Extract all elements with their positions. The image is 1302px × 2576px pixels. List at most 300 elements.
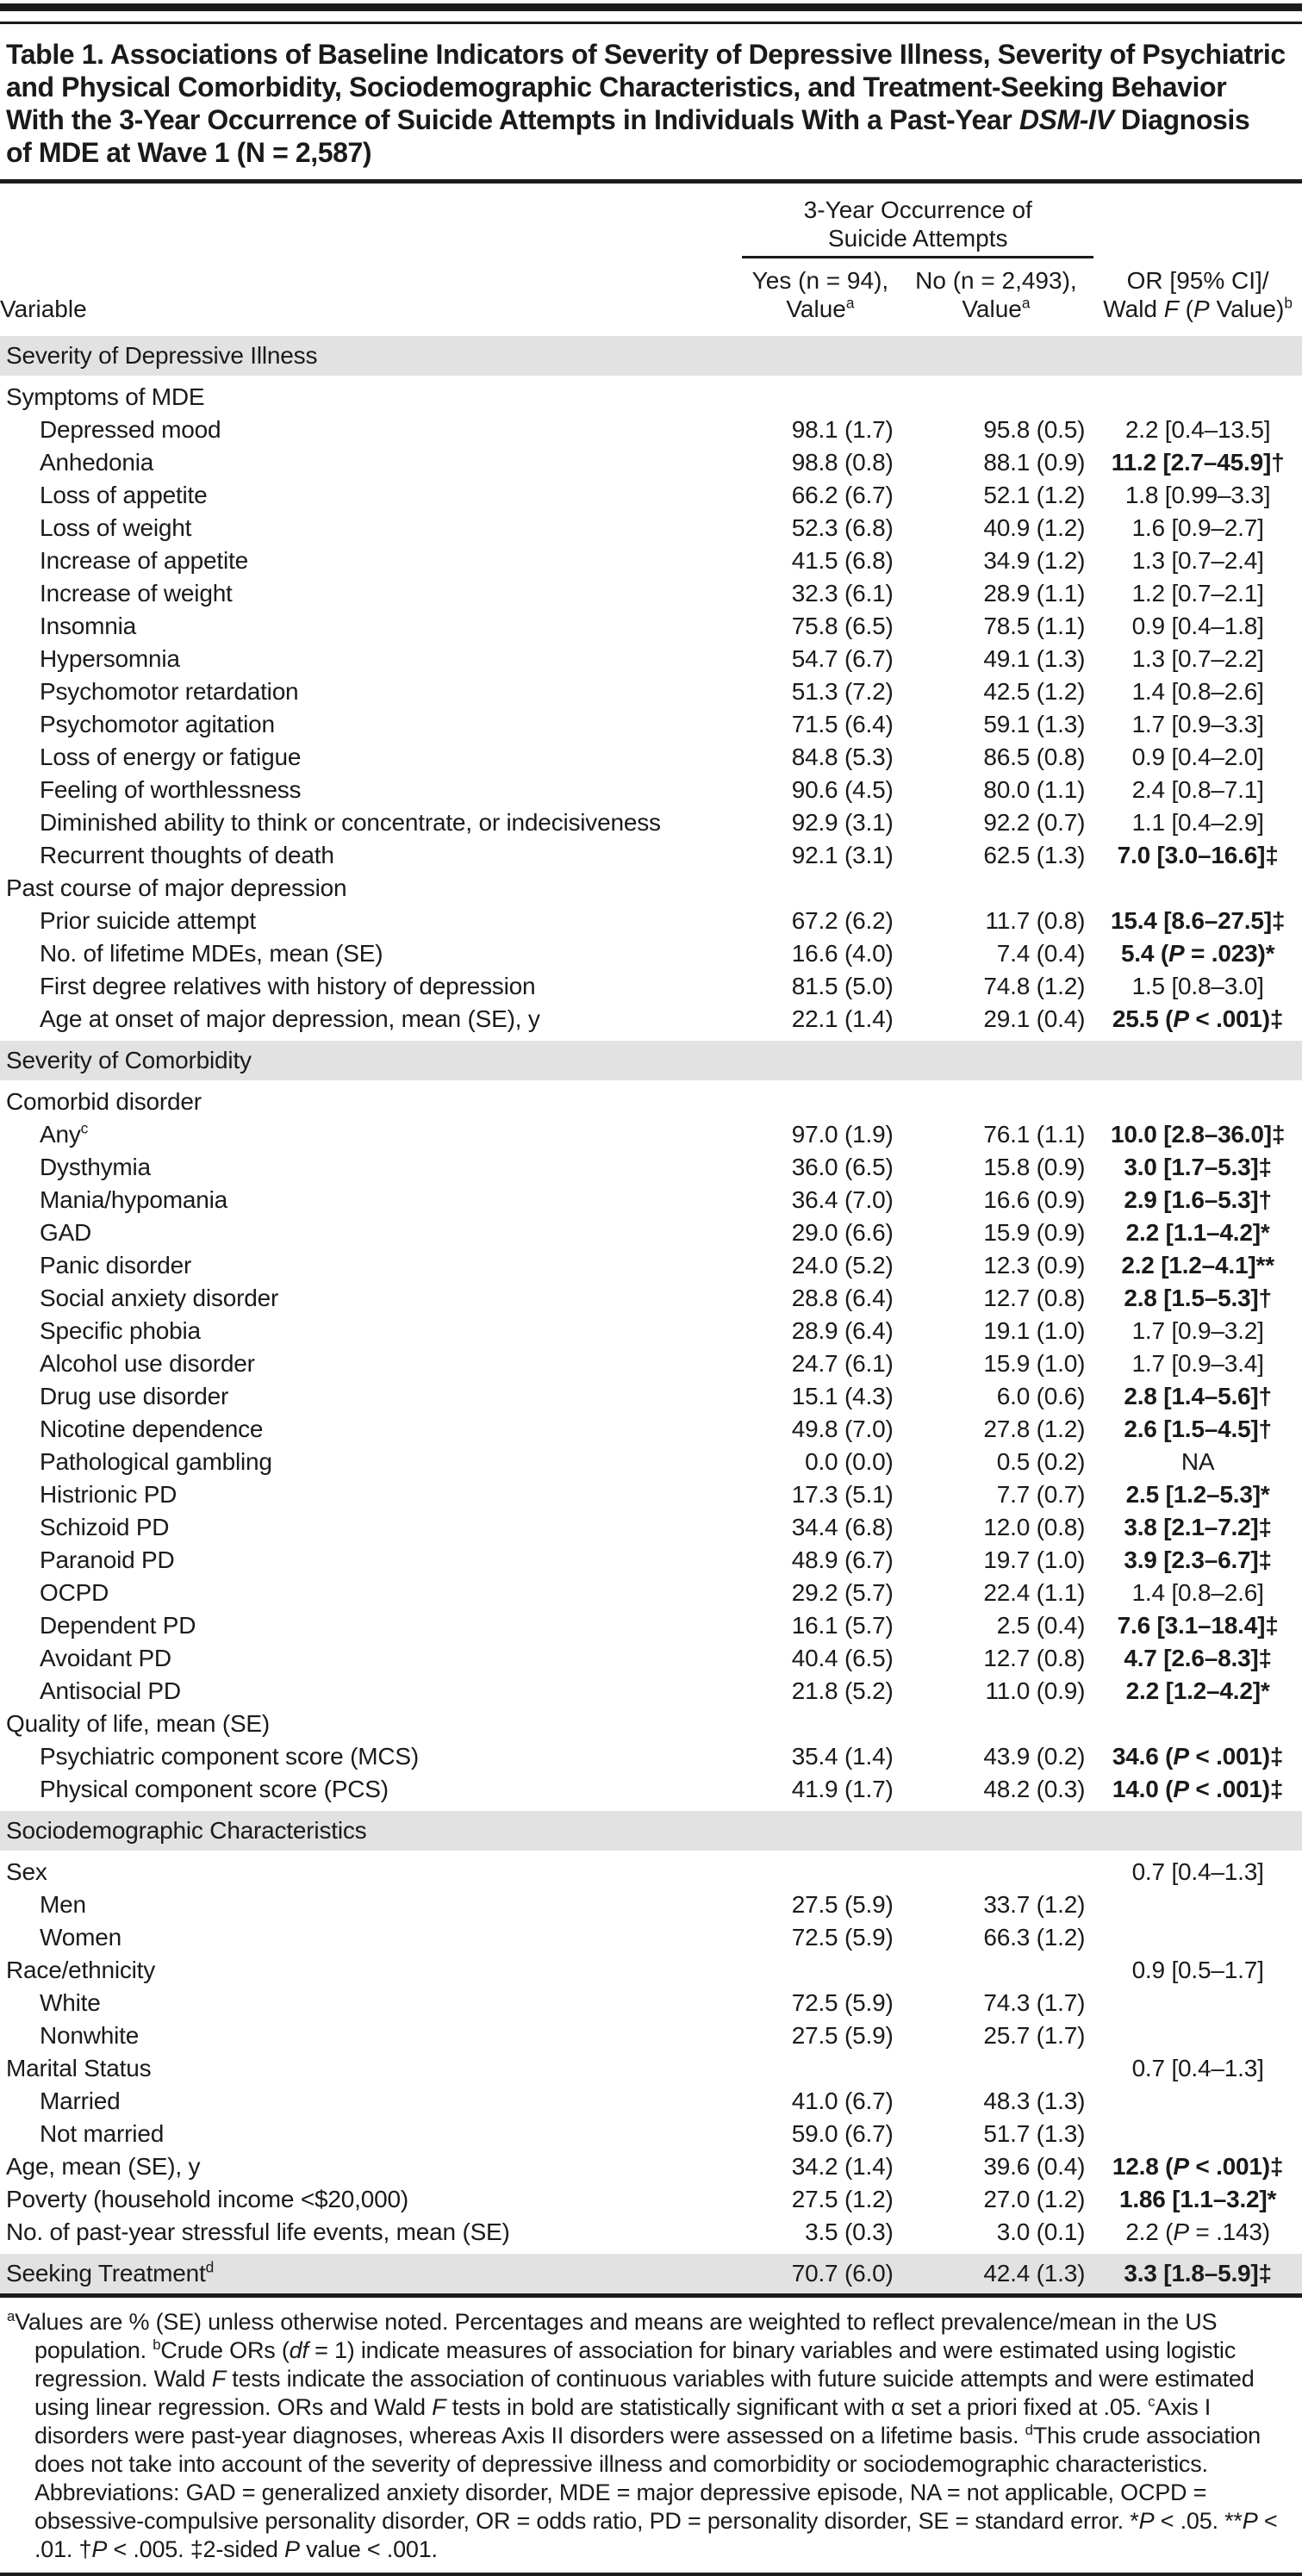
no-value: 7.7 (0.7) — [996, 1481, 1086, 1508]
yes-value: 92.9 (3.1) — [791, 809, 894, 836]
or-wald-value: 2.8 [1.5–5.3]† — [1124, 1285, 1272, 1311]
variable-label: Paranoid PD — [40, 1546, 175, 1573]
variable-label: Drug use disorder — [40, 1383, 229, 1409]
variable-label: Poverty (household income <$20,000) — [6, 2186, 408, 2212]
table-row — [0, 2251, 1302, 2293]
variable-label: Psychomotor retardation — [40, 678, 299, 705]
table-header — [0, 184, 1302, 333]
table-row — [0, 446, 1302, 479]
yes-value: 41.5 (6.8) — [791, 547, 894, 574]
yes-value: 98.8 (0.8) — [791, 449, 894, 476]
table-row — [0, 937, 1302, 970]
table-row — [0, 2052, 1302, 2085]
variable-label: Psychomotor agitation — [40, 711, 275, 737]
or-wald-value — [1093, 2118, 1302, 2150]
or-wald-value — [1093, 1921, 1302, 1954]
table-row — [0, 1184, 1302, 1216]
top-heavy-rule — [0, 3, 1302, 11]
no-value: 7.4 (0.4) — [996, 940, 1086, 967]
variable-label: White — [40, 1989, 101, 2016]
variable-label: Quality of life, mean (SE) — [6, 1710, 271, 1737]
variable-label: OCPD — [40, 1579, 109, 1606]
table-row — [0, 1478, 1302, 1511]
or-wald-value — [1093, 378, 1302, 414]
yes-value: 72.5 (5.9) — [791, 1989, 894, 2016]
column-header-row — [0, 258, 1302, 334]
yes-value: 16.1 (5.7) — [791, 1612, 894, 1639]
table-row — [0, 839, 1302, 872]
no-value: 11.0 (0.9) — [985, 1677, 1086, 1704]
no-value: 34.9 (1.2) — [983, 547, 1086, 574]
or-wald-value: 4.7 [2.6–8.3]‡ — [1124, 1645, 1272, 1671]
no-value: 88.1 (0.9) — [983, 449, 1086, 476]
variable-label: Marital Status — [6, 2055, 152, 2081]
yes-value: 36.0 (6.5) — [791, 1154, 894, 1180]
or-wald-value: 5.4 (P = .023)* — [1120, 940, 1275, 967]
table-row — [0, 1118, 1302, 1151]
variable-label: Women — [40, 1924, 121, 1951]
section-row — [0, 1808, 1302, 1853]
table-row — [0, 2085, 1302, 2118]
spanner-row — [0, 184, 1302, 258]
no-value — [899, 1083, 1094, 1118]
variable-label: Social anxiety disorder — [40, 1285, 279, 1311]
variable-label: Age, mean (SE), y — [6, 2153, 201, 2180]
no-value: 3.0 (0.1) — [996, 2218, 1086, 2245]
yes-value: 48.9 (6.7) — [791, 1546, 894, 1573]
or-wald-value: 3.9 [2.3–6.7]‡ — [1124, 1546, 1272, 1573]
no-value: 22.4 (1.1) — [983, 1579, 1086, 1606]
yes-value: 34.2 (1.4) — [791, 2153, 894, 2180]
table-row — [0, 577, 1302, 610]
variable-label: Race/ethnicity — [6, 1957, 156, 1983]
no-value: 80.0 (1.1) — [983, 776, 1086, 803]
or-wald-value: 25.5 (P < .001)‡ — [1112, 1005, 1284, 1032]
no-value: 76.1 (1.1) — [983, 1121, 1086, 1148]
or-wald-value: 7.0 [3.0–16.6]‡ — [1117, 842, 1279, 868]
yes-value: 75.8 (6.5) — [791, 613, 894, 639]
variable-label: Schizoid PD — [40, 1514, 170, 1540]
yes-value: 40.4 (6.5) — [791, 1645, 894, 1671]
or-wald-value: 1.7 [0.9–3.3] — [1131, 711, 1264, 737]
table-bottom-rule — [0, 2293, 1302, 2298]
no-value: 74.3 (1.7) — [983, 1989, 1086, 2016]
table-row — [0, 708, 1302, 741]
no-value: 12.3 (0.9) — [983, 1252, 1086, 1279]
no-value: 19.7 (1.0) — [983, 1546, 1086, 1573]
or-wald-value — [1093, 1987, 1302, 2019]
table-row — [0, 1380, 1302, 1413]
yes-value: 59.0 (6.7) — [791, 2120, 894, 2147]
no-value: 59.1 (1.3) — [983, 711, 1086, 737]
or-wald-value: 1.5 [0.8–3.0] — [1131, 973, 1264, 999]
or-wald-value: 2.4 [0.8–7.1] — [1131, 776, 1264, 803]
yes-value: 54.7 (6.7) — [791, 645, 894, 672]
table-row — [0, 1773, 1302, 1808]
table-row — [0, 741, 1302, 774]
no-value: 62.5 (1.3) — [983, 842, 1086, 868]
column-header-or-wald: OR [95% CI]/ Wald F (P Value)$^b$ — [1093, 258, 1302, 334]
or-wald-value: 15.4 [8.6–27.5]‡ — [1110, 907, 1286, 934]
table-row — [0, 2216, 1302, 2251]
variable-label: Diminished ability to think or concentrate, or indecisiveness — [40, 809, 661, 836]
table-row — [0, 806, 1302, 839]
table-row — [0, 1888, 1302, 1921]
yes-value: 51.3 (7.2) — [791, 678, 894, 705]
variable-label: Pathological gambling — [40, 1448, 272, 1475]
subheader-row — [0, 872, 1302, 905]
table-row — [0, 1921, 1302, 1954]
variable-label: Histrionic PD — [40, 1481, 178, 1508]
variable-label: Loss of energy or fatigue — [40, 744, 302, 770]
yes-value: 70.7 (6.0) — [742, 2251, 898, 2293]
no-value — [899, 1954, 1094, 1987]
section-label: Severity of Depressive Illness — [0, 333, 1302, 378]
or-wald-value: 1.8 [0.99–3.3] — [1124, 482, 1271, 508]
table-row — [0, 1954, 1302, 1987]
no-value: 78.5 (1.1) — [983, 613, 1086, 639]
table-row — [0, 414, 1302, 446]
yes-value: 67.2 (6.2) — [791, 907, 894, 934]
variable-label: Symptoms of MDE — [6, 383, 205, 410]
table-row — [0, 2183, 1302, 2216]
no-value: 6.0 (0.6) — [996, 1383, 1086, 1409]
or-wald-value: 0.7 [0.4–1.3] — [1131, 2055, 1264, 2081]
no-value: 2.5 (0.4) — [996, 1612, 1086, 1639]
yes-value: 71.5 (6.4) — [791, 711, 894, 737]
table-row — [0, 1740, 1302, 1773]
yes-value — [742, 872, 898, 905]
variable-label: Increase of weight — [40, 580, 233, 607]
no-value: 42.5 (1.2) — [983, 678, 1086, 705]
or-wald-value: 14.0 (P < .001)‡ — [1112, 1776, 1284, 1802]
no-value: 48.3 (1.3) — [983, 2088, 1086, 2114]
or-wald-value: 2.6 [1.5–4.5]† — [1124, 1416, 1272, 1442]
variable-label: Anhedonia — [40, 449, 154, 476]
yes-value: 3.5 (0.3) — [805, 2218, 894, 2245]
yes-value: 17.3 (5.1) — [791, 1481, 894, 1508]
no-value: 51.7 (1.3) — [983, 2120, 1086, 2147]
or-wald-value: 7.6 [3.1–18.4]‡ — [1117, 1612, 1279, 1639]
no-value: 27.8 (1.2) — [983, 1416, 1086, 1442]
variable-label: Depressed mood — [40, 416, 221, 443]
yes-value — [742, 378, 898, 414]
table-row — [0, 675, 1302, 708]
no-value: 15.9 (1.0) — [983, 1350, 1086, 1377]
table-row — [0, 1544, 1302, 1577]
or-wald-value: 2.2 [0.4–13.5] — [1124, 416, 1271, 443]
no-value: 16.6 (0.9) — [983, 1186, 1086, 1213]
yes-value — [742, 1954, 898, 1987]
or-wald-value — [1093, 1083, 1302, 1118]
no-value: 48.2 (0.3) — [983, 1776, 1086, 1802]
or-wald-value: 0.7 [0.4–1.3] — [1131, 1858, 1264, 1885]
variable-label: Dysthymia — [40, 1154, 151, 1180]
variable-label: Antisocial PD — [40, 1677, 181, 1704]
subheader-row — [0, 378, 1302, 414]
table-row — [0, 1511, 1302, 1544]
top-light-rule — [0, 22, 1302, 24]
table-row — [0, 1151, 1302, 1184]
no-value: 27.0 (1.2) — [983, 2186, 1086, 2212]
table-row — [0, 544, 1302, 577]
table-row — [0, 1446, 1302, 1478]
table-row — [0, 1609, 1302, 1642]
variable-label: Men — [40, 1891, 86, 1918]
or-wald-value: 12.8 (P < .001)‡ — [1112, 2153, 1284, 2180]
yes-value: 28.9 (6.4) — [791, 1317, 894, 1344]
no-value: 12.0 (0.8) — [983, 1514, 1086, 1540]
variable-label: GAD — [40, 1219, 92, 1246]
or-wald-value: 34.6 (P < .001)‡ — [1112, 1743, 1284, 1770]
or-wald-value: 1.7 [0.9–3.2] — [1131, 1317, 1264, 1344]
no-value: 28.9 (1.1) — [983, 580, 1086, 607]
yes-value: 24.7 (6.1) — [791, 1350, 894, 1377]
yes-value — [742, 1083, 898, 1118]
variable-label: Panic disorder — [40, 1252, 192, 1279]
no-value: 19.1 (1.0) — [983, 1317, 1086, 1344]
table-row — [0, 1315, 1302, 1347]
variable-label: No. of lifetime MDEs, mean (SE) — [40, 940, 383, 967]
yes-value: 0.0 (0.0) — [805, 1448, 894, 1475]
variable-label: Seeking Treatment$^d$ — [0, 2251, 742, 2293]
yes-value — [742, 1853, 898, 1888]
page-end-rule — [0, 2573, 1302, 2576]
no-value: 92.2 (0.7) — [983, 809, 1086, 836]
yes-value: 27.5 (5.9) — [791, 2022, 894, 2049]
variable-label: Not married — [40, 2120, 165, 2147]
yes-value: 35.4 (1.4) — [791, 1743, 894, 1770]
table-row — [0, 1987, 1302, 2019]
or-wald-value: 1.3 [0.7–2.4] — [1131, 547, 1264, 574]
or-wald-value: 1.3 [0.7–2.2] — [1131, 645, 1264, 672]
yes-value: 52.3 (6.8) — [791, 514, 894, 541]
variable-label: Any$^c$ — [40, 1119, 89, 1148]
yes-value: 90.6 (4.5) — [791, 776, 894, 803]
no-value — [899, 378, 1094, 414]
yes-value: 66.2 (6.7) — [791, 482, 894, 508]
variable-label: Nonwhite — [40, 2022, 140, 2049]
yes-value: 36.4 (7.0) — [791, 1186, 894, 1213]
no-value: 33.7 (1.2) — [983, 1891, 1086, 1918]
variable-label: Specific phobia — [40, 1317, 201, 1344]
variable-label: First degree relatives with history of depression — [40, 973, 536, 999]
or-wald-value: 3.3 [1.8–5.9]‡ — [1093, 2251, 1302, 2293]
yes-value: 32.3 (6.1) — [791, 580, 894, 607]
table-row — [0, 1413, 1302, 1446]
spanner-header: 3-Year Occurrence of Suicide Attempts — [742, 184, 1093, 258]
variable-label: Past course of major depression — [6, 874, 347, 901]
yes-value: 21.8 (5.2) — [791, 1677, 894, 1704]
no-value: 86.5 (0.8) — [983, 744, 1086, 770]
table-row — [0, 905, 1302, 937]
or-wald-value: 1.4 [0.8–2.6] — [1131, 1579, 1264, 1606]
yes-value: 41.0 (6.7) — [791, 2088, 894, 2114]
yes-value — [742, 1708, 898, 1740]
or-wald-value: 1.4 [0.8–2.6] — [1131, 678, 1264, 705]
no-value: 42.4 (1.3) — [899, 2251, 1094, 2293]
or-wald-value: 1.7 [0.9–3.4] — [1131, 1350, 1264, 1377]
spanner-left-spacer — [0, 184, 742, 258]
or-wald-value — [1093, 2085, 1302, 2118]
no-value: 52.1 (1.2) — [983, 482, 1086, 508]
variable-label: No. of past-year stressful life events, mean (SE) — [6, 2218, 510, 2245]
no-value: 95.8 (0.5) — [983, 416, 1086, 443]
table-row — [0, 479, 1302, 512]
or-wald-value — [1093, 872, 1302, 905]
variable-label: Loss of appetite — [40, 482, 208, 508]
table-row — [0, 2118, 1302, 2150]
yes-value: 92.1 (3.1) — [791, 842, 894, 868]
no-value: 11.7 (0.8) — [985, 907, 1086, 934]
section-row — [0, 333, 1302, 378]
variable-label: Avoidant PD — [40, 1645, 171, 1671]
yes-value: 22.1 (1.4) — [791, 1005, 894, 1032]
table-row — [0, 512, 1302, 544]
variable-label: Increase of appetite — [40, 547, 248, 574]
column-header-no-value: No (n = 2,493), Value$^a$ — [899, 258, 1094, 334]
variable-label: Psychiatric component score (MCS) — [40, 1743, 419, 1770]
or-wald-value: 2.9 [1.6–5.3]† — [1124, 1186, 1272, 1213]
table-row — [0, 2019, 1302, 2052]
variable-label: Physical component score (PCS) — [40, 1776, 389, 1802]
or-wald-value: NA — [1181, 1448, 1215, 1475]
or-wald-value: 1.6 [0.9–2.7] — [1131, 514, 1264, 541]
or-wald-value: 0.9 [0.4–1.8] — [1131, 613, 1264, 639]
or-wald-value: 3.8 [2.1–7.2]‡ — [1124, 1514, 1272, 1540]
table-row — [0, 1642, 1302, 1675]
no-value: 43.9 (0.2) — [983, 1743, 1086, 1770]
or-wald-value: 1.2 [0.7–2.1] — [1131, 580, 1264, 607]
table-title: Table 1. Associations of Baseline Indicators of Severity of Depressive Illness, Severity of Psychiatric and Physical Comorbidity, Sociodemographic Characteristics, and Treatment-Seeking Behavior With the 3-Year Occurrence of Suicide Attempts in Individuals With a Past-Year DSM-IV Diagnosis of MDE at Wave 1 (N = 2,587) — [6, 39, 1286, 168]
table-row — [0, 1282, 1302, 1315]
yes-value: 84.8 (5.3) — [791, 744, 894, 770]
table-row — [0, 1675, 1302, 1708]
or-wald-value: 0.9 [0.4–2.0] — [1131, 744, 1264, 770]
variable-label: Comorbid disorder — [6, 1088, 202, 1115]
yes-value: 72.5 (5.9) — [791, 1924, 894, 1951]
variable-label: Dependent PD — [40, 1612, 196, 1639]
table-row — [0, 774, 1302, 806]
table-row — [0, 1347, 1302, 1380]
or-wald-value: 11.2 [2.7–45.9]† — [1111, 449, 1285, 476]
yes-value: 41.9 (1.7) — [791, 1776, 894, 1802]
subheader-row — [0, 1708, 1302, 1740]
variable-label: Sex — [6, 1858, 47, 1885]
section-label: Severity of Comorbidity — [0, 1038, 1302, 1083]
data-table — [0, 184, 1302, 2293]
variable-label: Age at onset of major depression, mean (SE), y — [40, 1005, 540, 1032]
no-value: 25.7 (1.7) — [983, 2022, 1086, 2049]
or-wald-value: 10.0 [2.8–36.0]‡ — [1110, 1121, 1286, 1148]
table-row — [0, 1577, 1302, 1609]
or-wald-value — [1093, 1888, 1302, 1921]
no-value — [899, 872, 1094, 905]
variable-label: Loss of weight — [40, 514, 192, 541]
no-value: 12.7 (0.8) — [983, 1285, 1086, 1311]
or-wald-value: 2.2 [1.2–4.1]** — [1121, 1252, 1274, 1279]
section-label: Sociodemographic Characteristics — [0, 1808, 1302, 1853]
no-value: 49.1 (1.3) — [983, 645, 1086, 672]
yes-value — [742, 2052, 898, 2085]
table-row — [0, 1853, 1302, 1888]
or-wald-value: 2.2 [1.2–4.2]* — [1125, 1677, 1270, 1704]
yes-value: 34.4 (6.8) — [791, 1514, 894, 1540]
yes-value: 28.8 (6.4) — [791, 1285, 894, 1311]
variable-label: Alcohol use disorder — [40, 1350, 255, 1377]
column-header-yes-value: Yes (n = 94), Value$^a$ — [742, 258, 898, 334]
paper-table-figure — [0, 3, 1302, 2576]
or-wald-value: 3.0 [1.7–5.3]‡ — [1124, 1154, 1272, 1180]
variable-label: Feeling of worthlessness — [40, 776, 302, 803]
no-value: 0.5 (0.2) — [996, 1448, 1086, 1475]
yes-value: 24.0 (5.2) — [791, 1252, 894, 1279]
yes-value: 16.6 (4.0) — [791, 940, 894, 967]
or-wald-value: 1.86 [1.1–3.2]* — [1118, 2186, 1277, 2212]
no-value: 40.9 (1.2) — [983, 514, 1086, 541]
or-wald-value: 2.2 (P = .143) — [1125, 2218, 1270, 2245]
variable-label: Insomnia — [40, 613, 137, 639]
column-header-variable: Variable — [0, 258, 742, 334]
or-wald-value: 0.9 [0.5–1.7] — [1131, 1957, 1264, 1983]
no-value: 39.6 (0.4) — [983, 2153, 1086, 2180]
table-row — [0, 1249, 1302, 1282]
no-value: 29.1 (0.4) — [983, 1005, 1086, 1032]
or-wald-value — [1093, 2019, 1302, 2052]
or-wald-value — [1093, 1708, 1302, 1740]
spanner-right-spacer — [1093, 184, 1302, 258]
variable-label: Hypersomnia — [40, 645, 180, 672]
no-value: 66.3 (1.2) — [983, 1924, 1086, 1951]
yes-value: 49.8 (7.0) — [791, 1416, 894, 1442]
yes-value: 29.0 (6.6) — [791, 1219, 894, 1246]
table-row — [0, 610, 1302, 643]
no-value — [899, 1853, 1094, 1888]
table-row — [0, 643, 1302, 675]
section-row — [0, 1038, 1302, 1083]
no-value: 15.8 (0.9) — [983, 1154, 1086, 1180]
or-wald-value: 2.8 [1.4–5.6]† — [1124, 1383, 1272, 1409]
table-row — [0, 1216, 1302, 1249]
yes-value: 27.5 (1.2) — [791, 2186, 894, 2212]
table-row — [0, 2150, 1302, 2183]
or-wald-value: 2.5 [1.2–5.3]* — [1125, 1481, 1270, 1508]
yes-value: 27.5 (5.9) — [791, 1891, 894, 1918]
table-body — [0, 333, 1302, 2293]
variable-label: Married — [40, 2088, 121, 2114]
no-value — [899, 1708, 1094, 1740]
or-wald-value: 1.1 [0.4–2.9] — [1131, 809, 1264, 836]
or-wald-value: 2.2 [1.1–4.2]* — [1125, 1219, 1270, 1246]
variable-label: Recurrent thoughts of death — [40, 842, 334, 868]
no-value — [899, 2052, 1094, 2085]
table-row — [0, 1003, 1302, 1038]
variable-label: Nicotine dependence — [40, 1416, 264, 1442]
yes-value: 81.5 (5.0) — [791, 973, 894, 999]
yes-value: 29.2 (5.7) — [791, 1579, 894, 1606]
yes-value: 98.1 (1.7) — [791, 416, 894, 443]
no-value: 12.7 (0.8) — [983, 1645, 1086, 1671]
table-footnote: $^a$Values are % (SE) unless otherwise noted. Percentages and means are weighted to reflect prevalence/mean in the US population. $^b$Crude ORs (df = 1) indicate measures of association for binary variables and were estimated using logistic regression. Wald F tests indicate the association of continuous variables with future suicide attempts and were estimated using linear regression. ORs and Wald F tests in bold are statistically significant with α set a priori fixed at .05. $^c$Axis I disorders were past-year diagnoses, whereas Axis II disorders were assessed on a lifetime basis. $^d$This crude association does not take into account of the severity of depressive illness and comorbidity or sociodemographic characteristics. Abbreviations: GAD = generalized anxiety disorder, MDE = major depressive episode, NA = not applicable, OCPD = obsessive-compulsive personality disorder, OR = odds ratio, PD = personality disorder, SE = standard error. *P < .05. **P < .01. †P < .005. ‡2-sided P value < .001. — [7, 2308, 1278, 2562]
no-value: 74.8 (1.2) — [983, 973, 1086, 999]
variable-label: Mania/hypomania — [40, 1186, 228, 1213]
subheader-row — [0, 1083, 1302, 1118]
yes-value: 97.0 (1.9) — [791, 1121, 894, 1148]
yes-value: 15.1 (4.3) — [791, 1383, 894, 1409]
table-row — [0, 970, 1302, 1003]
no-value: 15.9 (0.9) — [983, 1219, 1086, 1246]
variable-label: Prior suicide attempt — [40, 907, 257, 934]
